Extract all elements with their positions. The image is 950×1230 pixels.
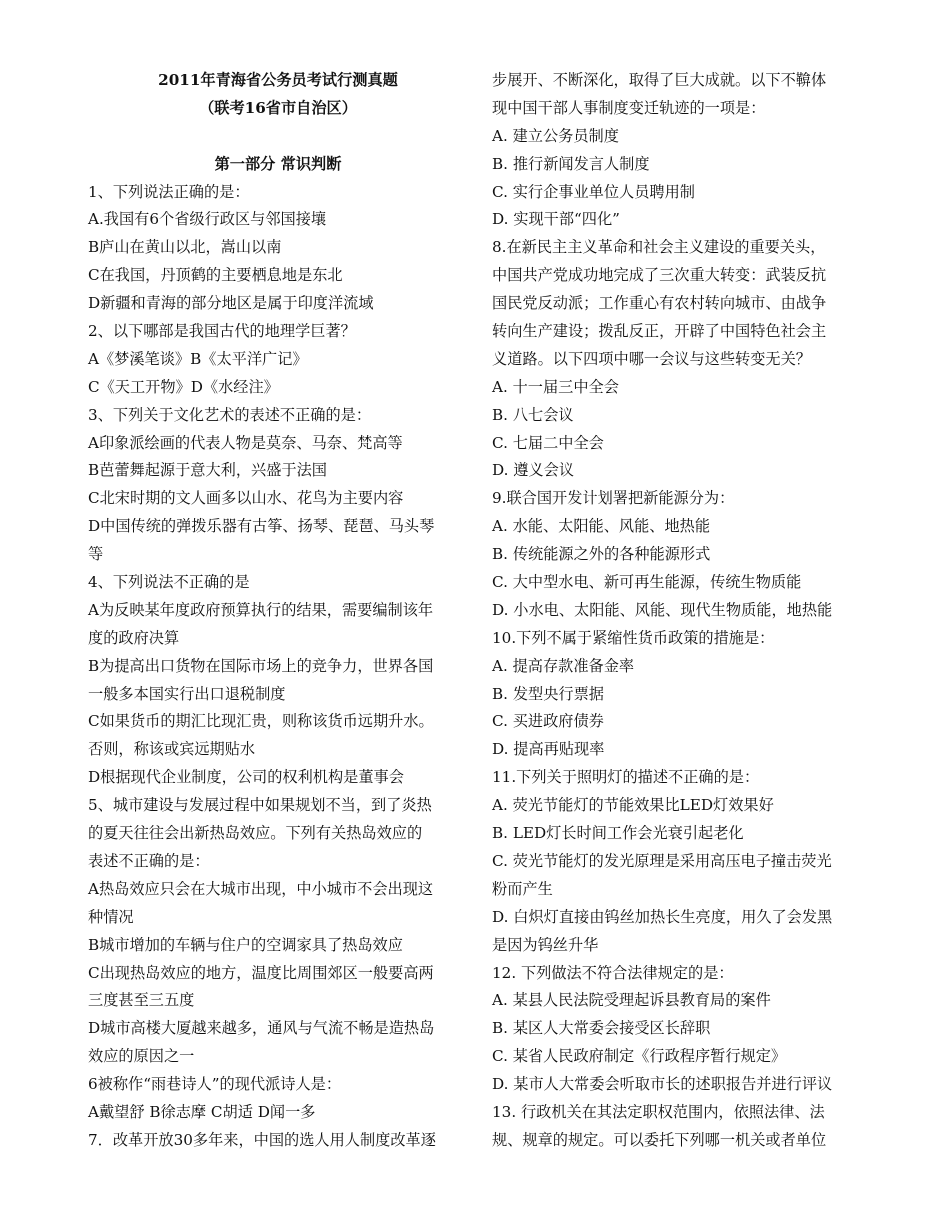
text-line: 效应的原因之一 (88, 1047, 195, 1066)
text-line: B. 推行新闻发言人制度 (492, 154, 650, 173)
text-line: C在我国，丹顶鹤的主要栖息地是东北 (88, 266, 343, 285)
text-line: A. 提高存款准备金率 (492, 656, 635, 675)
document-title: 2011年青海省公务员考试行测真题 (158, 71, 398, 89)
text-line: 等 (88, 545, 104, 564)
document-subtitle: （联考16省市自治区） (199, 98, 357, 117)
section-heading: 第一部分 常识判断 (214, 154, 342, 173)
text-line: B芭蕾舞起源于意大利，兴盛于法国 (88, 461, 327, 480)
text-line: 5、城市建设与发展过程中如果规划不当，到了炎热 (88, 796, 432, 815)
text-line: D. 白炽灯直接由钨丝加热长生亮度，用久了会发黑 (492, 907, 833, 926)
text-line: 义道路。以下四项中哪一会议与这些转变无关？ (492, 349, 811, 368)
text-line: 4、下列说法不正确的是 (88, 573, 250, 592)
text-line: D. 某市人大常委会听取市长的述职报告并进行评议 (492, 1075, 833, 1094)
text-line: C. 大中型水电、新可再生能源，传统生物质能 (492, 573, 802, 592)
text-line: A《梦溪笔谈》B《太平洋广记》 (88, 349, 308, 368)
text-line: B. 某区人大常委会接受区长辞职 (492, 1019, 711, 1038)
text-line: 6被称作“雨巷诗人”的现代派诗人是： (88, 1075, 342, 1094)
text-line: A为反映某年度政府预算执行的结果，需要编制该年 (88, 600, 434, 619)
text-line: 8.在新民主主义革命和社会主义建设的重要关头， (492, 238, 826, 257)
left-column (88, 67, 468, 1155)
text-line: 13. 行政机关在其法定职权范围内，依照法律、法 (492, 1102, 825, 1121)
text-line: B庐山在黄山以北，嵩山以南 (88, 238, 282, 257)
text-line: A. 荧光节能灯的节能效果比LED灯效果好 (492, 796, 774, 815)
text-line: 国民党反动派；工作重心有农村转向城市、由战争 (492, 294, 827, 313)
text-line: 表述不正确的是： (88, 851, 210, 870)
text-line: C. 荧光节能灯的发光原理是采用高压电子撞击荧光 (492, 851, 832, 870)
text-line: D根据现代企业制度，公司的权利机构是董事会 (88, 768, 404, 787)
text-line: B城市增加的车辆与住户的空调家具了热岛效应 (88, 935, 403, 954)
text-line: B. 传统能源之外的各种能源形式 (492, 545, 711, 564)
text-line: 规、规章的规定。可以委托下列哪一机关或者单位 (492, 1130, 827, 1149)
text-line: 的夏天往往会出新热岛效应。下列有关热岛效应的 (88, 824, 423, 843)
text-line: C《天工开物》D《水经注》 (88, 377, 279, 396)
text-line: 12. 下列做法不符合法律规定的是： (492, 963, 734, 982)
text-line: A. 某县人民法院受理起诉县教育局的案件 (492, 991, 771, 1010)
text-line: 3、下列关于文化艺术的表述不正确的是： (88, 405, 372, 424)
text-line: C出现热岛效应的地方，温度比周围郊区一般要高两 (88, 963, 434, 982)
text-line: A. 建立公务员制度 (492, 126, 619, 145)
text-line: D. 实现干部“四化” (492, 210, 620, 229)
text-line: A.我国有6个省级行政区与邻国接壤 (88, 210, 327, 229)
text-line: A印象派绘画的代表人物是莫奈、马奈、梵高等 (88, 433, 403, 452)
text-line: D. 遵义会议 (492, 461, 575, 480)
spacer (88, 123, 468, 151)
text-line: C. 七届二中全会 (492, 433, 604, 452)
text-line: 10.下列不属于紧缩性货币政策的措施是： (492, 628, 775, 647)
text-line: C. 买进政府债券 (492, 712, 604, 731)
text-line: D. 提高再贴现率 (492, 740, 605, 759)
text-line: A热岛效应只会在大城市出现，中小城市不会出现这 (88, 879, 434, 898)
text-line: D新疆和青海的部分地区是属于印度洋流域 (88, 294, 374, 313)
right-column (492, 67, 864, 1155)
text-line: C北宋时期的文人画多以山水、花鸟为主要内容 (88, 489, 404, 508)
text-line: D中国传统的弹拨乐器有古筝、扬琴、琵琶、马头琴 (88, 517, 435, 536)
text-line: B. 八七会议 (492, 405, 574, 424)
text-line: B为提高出口货物在国际市场上的竞争力，世界各国 (88, 656, 434, 675)
text-line: D城市高楼大厦越来越多，通风与气流不畅是造热岛 (88, 1019, 435, 1038)
text-line: 粉而产生 (492, 879, 553, 898)
text-line: B. 发型央行票据 (492, 684, 604, 703)
text-line: 2、以下哪部是我国古代的地理学巨著？ (88, 322, 356, 341)
text-line: A戴望舒 B徐志摩 C胡适 D闻一多 (88, 1102, 316, 1121)
text-line: 三度甚至三五度 (88, 991, 195, 1010)
text-line: B. LED灯长时间工作会光衰引起老化 (492, 824, 744, 843)
text-line: 7．改革开放30多年来，中国的选人用人制度改革逐 (88, 1130, 436, 1149)
text-line: A. 十一届三中全会 (492, 377, 619, 396)
text-line: 度的政府决算 (88, 628, 180, 647)
text-line: 步展开、不断深化，取得了巨大成就。以下不鞥体 (492, 71, 827, 89)
right-text-lines (492, 67, 864, 1155)
text-line: 一般多本国实行出口退税制度 (88, 684, 286, 703)
text-line: 11.下列关于照明灯的描述不正确的是： (492, 768, 760, 787)
text-line: 9.联合国开发计划署把新能源分为： (492, 489, 735, 508)
text-line: A. 水能、太阳能、风能、地热能 (492, 517, 711, 536)
text-line: 转向生产建设；拨乱反正，开辟了中国特色社会主 (492, 322, 827, 341)
text-line: C如果货币的期汇比现汇贵，则称该货币远期升水。 (88, 712, 434, 731)
left-text-lines (88, 179, 468, 1155)
text-line: C. 某省人民政府制定《行政程序暂行规定》 (492, 1047, 787, 1066)
text-line: D. 小水电、太阳能、风能、现代生物质能，地热能 (492, 600, 833, 619)
text-line: 是因为钨丝升华 (492, 935, 599, 954)
text-line: 种情况 (88, 907, 134, 926)
text-line: C. 实行企事业单位人员聘用制 (492, 182, 695, 201)
text-line: 否则，称该或宾远期贴水 (88, 740, 256, 759)
text-line: 中国共产党成功地完成了三次重大转变：武装反抗 (492, 266, 827, 285)
text-line: 1、下列说法正确的是： (88, 182, 250, 201)
text-line: 现中国干部人事制度变迁轨迹的一项是： (492, 98, 766, 117)
